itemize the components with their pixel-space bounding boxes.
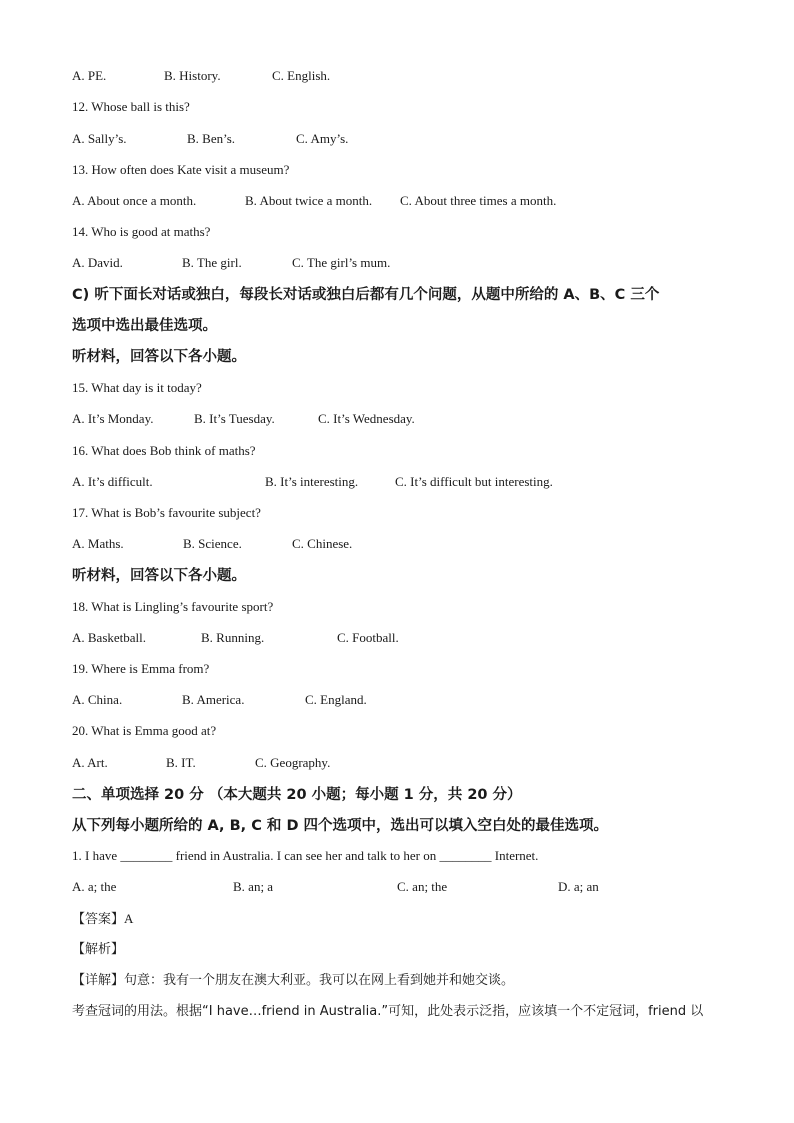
mc-question-1: 1. I have ________ friend in Australia. I can see her and talk to her on ________ Internet. xyxy=(72,848,539,863)
listening-group-2-title: 听材料，回答以下各小题。 xyxy=(72,568,246,584)
answer-line xyxy=(72,911,133,928)
answer-label: 【答案】 xyxy=(72,912,125,927)
question-15: 15. What day is it today? xyxy=(72,380,202,395)
option-c: C. It’s Wednesday. xyxy=(318,411,415,426)
option-b: B. About twice a month. xyxy=(245,193,373,208)
question-15-options xyxy=(72,411,722,427)
part-2-instruction: 从下列每小题所给的 A, B, C 和 D 四个选项中，选出可以填入空白处的最佳选项。 xyxy=(72,818,609,834)
option-a: A. Basketball. xyxy=(72,630,147,645)
option-a: A. PE. xyxy=(72,68,107,83)
option-b: B. It’s Tuesday. xyxy=(194,411,275,426)
question-13-options xyxy=(72,193,722,209)
question-19-options xyxy=(72,692,722,708)
option-c: C. England. xyxy=(305,692,367,707)
question-17-options xyxy=(72,536,722,552)
option-b: B. Running. xyxy=(201,630,265,645)
option-a: A. It’s difficult. xyxy=(72,474,153,489)
option-a: A. a; the xyxy=(72,879,117,894)
option-b: B. It’s interesting. xyxy=(265,474,359,489)
question-19: 19. Where is Emma from? xyxy=(72,661,210,676)
option-c: C. Chinese. xyxy=(292,536,353,551)
analysis-label: 【解析】 xyxy=(72,942,125,957)
question-20-options xyxy=(72,755,722,771)
section-c-heading-line1: C) 听下面长对话或独白，每段长对话或独白后都有几个问题，从题中所给的 A、B、C 三个 xyxy=(72,287,660,303)
option-d: D. a; an xyxy=(558,879,599,894)
part-2-title: 二、单项选择 20 分 （本大题共 20 小题；每小题 1 分，共 20 分） xyxy=(72,787,522,803)
question-14-options xyxy=(72,255,722,271)
option-c: C. About three times a month. xyxy=(400,193,557,208)
option-b: B. The girl. xyxy=(182,255,242,270)
option-b: B. an; a xyxy=(233,879,274,894)
option-a: A. It’s Monday. xyxy=(72,411,154,426)
option-b: B. Ben’s. xyxy=(187,131,236,146)
option-c: C. English. xyxy=(272,68,331,83)
question-18: 18. What is Lingling’s favourite sport? xyxy=(72,599,274,614)
explanation-line: 考查冠词的用法。根据“I have…friend in Australia.”可知，此处表示泛指，应该填一个不定冠词，friend 以 xyxy=(72,1004,704,1019)
option-a: A. About once a month. xyxy=(72,193,197,208)
option-b: B. Science. xyxy=(183,536,242,551)
question-13: 13. How often does Kate visit a museum? xyxy=(72,162,290,177)
option-c: C. The girl’s mum. xyxy=(292,255,391,270)
option-b: B. IT. xyxy=(166,755,196,770)
question-16-options xyxy=(72,474,722,490)
mc-question-1-options xyxy=(72,879,722,895)
question-18-options xyxy=(72,630,722,646)
question-14: 14. Who is good at maths? xyxy=(72,224,211,239)
option-c: C. Amy’s. xyxy=(296,131,349,146)
question-16: 16. What does Bob think of maths? xyxy=(72,443,256,458)
option-a: A. China. xyxy=(72,692,123,707)
option-a: A. Art. xyxy=(72,755,108,770)
option-a: A. David. xyxy=(72,255,123,270)
section-c-heading-line2: 选项中选出最佳选项。 xyxy=(72,318,217,334)
option-c: C. Geography. xyxy=(255,755,331,770)
question-20: 20. What is Emma good at? xyxy=(72,723,217,738)
question-17: 17. What is Bob’s favourite subject? xyxy=(72,505,261,520)
question-12: 12. Whose ball is this? xyxy=(72,99,190,114)
option-c: C. Football. xyxy=(337,630,399,645)
option-c: C. an; the xyxy=(397,879,448,894)
detail-line: 【详解】句意：我有一个朋友在澳大利亚。我可以在网上看到她并和她交谈。 xyxy=(72,973,515,988)
option-a: A. Maths. xyxy=(72,536,124,551)
option-c: C. It’s difficult but interesting. xyxy=(395,474,553,489)
answer-value: A xyxy=(124,911,134,926)
option-b: B. America. xyxy=(182,692,245,707)
listening-group-1-title: 听材料，回答以下各小题。 xyxy=(72,349,246,365)
option-a: A. Sally’s. xyxy=(72,131,127,146)
option-b: B. History. xyxy=(164,68,221,83)
question-11-options xyxy=(72,68,722,84)
question-12-options xyxy=(72,131,722,147)
